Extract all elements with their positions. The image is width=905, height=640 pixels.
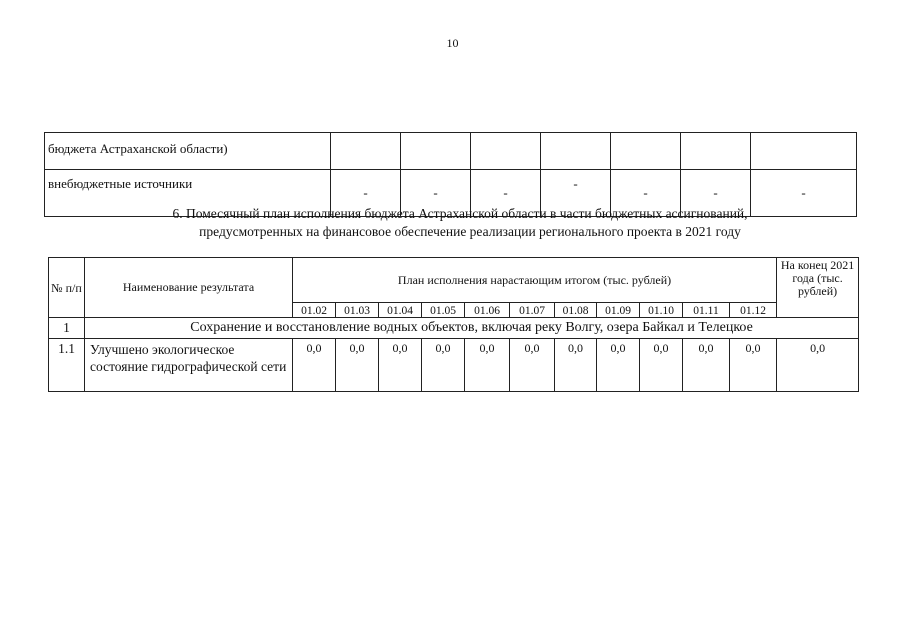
month-header: 01.10 [640,303,683,318]
value-cell: 0,0 [640,339,683,392]
column-header-end-of-year: На конец 2021 года (тыс. рублей) [777,258,859,318]
source-label: внебюджетные источники [45,170,331,217]
value-cell: 0,0 [510,339,555,392]
month-header: 01.03 [336,303,379,318]
section-title: Сохранение и восстановление водных объектов, включая реку Волгу, озера Байкал и Телецкое [85,318,859,339]
column-header-plan: План исполнения нарастающим итогом (тыс. рублей) [293,258,777,303]
row-num: 1.1 [49,339,85,392]
month-header: 01.12 [730,303,777,318]
value-cell: - [401,170,471,217]
monthly-plan-table [48,257,859,392]
column-header-num: № п/п [49,258,85,318]
value-cell: - [611,170,681,217]
source-label: бюджета Астраханской области) [45,133,331,170]
value-cell: 0,0 [730,339,777,392]
month-header: 01.07 [510,303,555,318]
month-header: 01.08 [555,303,597,318]
value-cell: 0,0 [555,339,597,392]
month-header: 01.06 [465,303,510,318]
month-header: 01.11 [683,303,730,318]
table-row [45,133,857,170]
result-name: Улучшено экологическое состояние гидрографической сети [85,339,293,392]
table-header-row [49,258,859,303]
heading-line: предусмотренных на финансовое обеспечение реализации регионального проекта в 2021 году [199,224,741,239]
value-cell: 0,0 [597,339,640,392]
month-header: 01.02 [293,303,336,318]
value-cell: 0,0 [465,339,510,392]
heading-line: 6. Помесячный план исполнения бюджета Астраханской области в части бюджетных ассигнований, [172,206,748,221]
value-cell: 0,0 [422,339,465,392]
value-cell: 0,0 [379,339,422,392]
value-cell: 0,0 [683,339,730,392]
table-row [49,339,859,392]
month-header: 01.04 [379,303,422,318]
section-heading [60,205,860,241]
value-cell: - [471,170,541,217]
value-cell: 0,0 [293,339,336,392]
month-header: 01.09 [597,303,640,318]
value-cell: - [541,170,611,217]
value-cell: - [331,170,401,217]
column-header-name: Наименование результата [85,258,293,318]
end-value-cell: 0,0 [777,339,859,392]
value-cell: 0,0 [336,339,379,392]
value-cell: - [681,170,751,217]
value-cell: - [751,170,857,217]
page-number: 10 [446,36,459,50]
section-num: 1 [49,318,85,339]
section-row [49,318,859,339]
month-header: 01.05 [422,303,465,318]
